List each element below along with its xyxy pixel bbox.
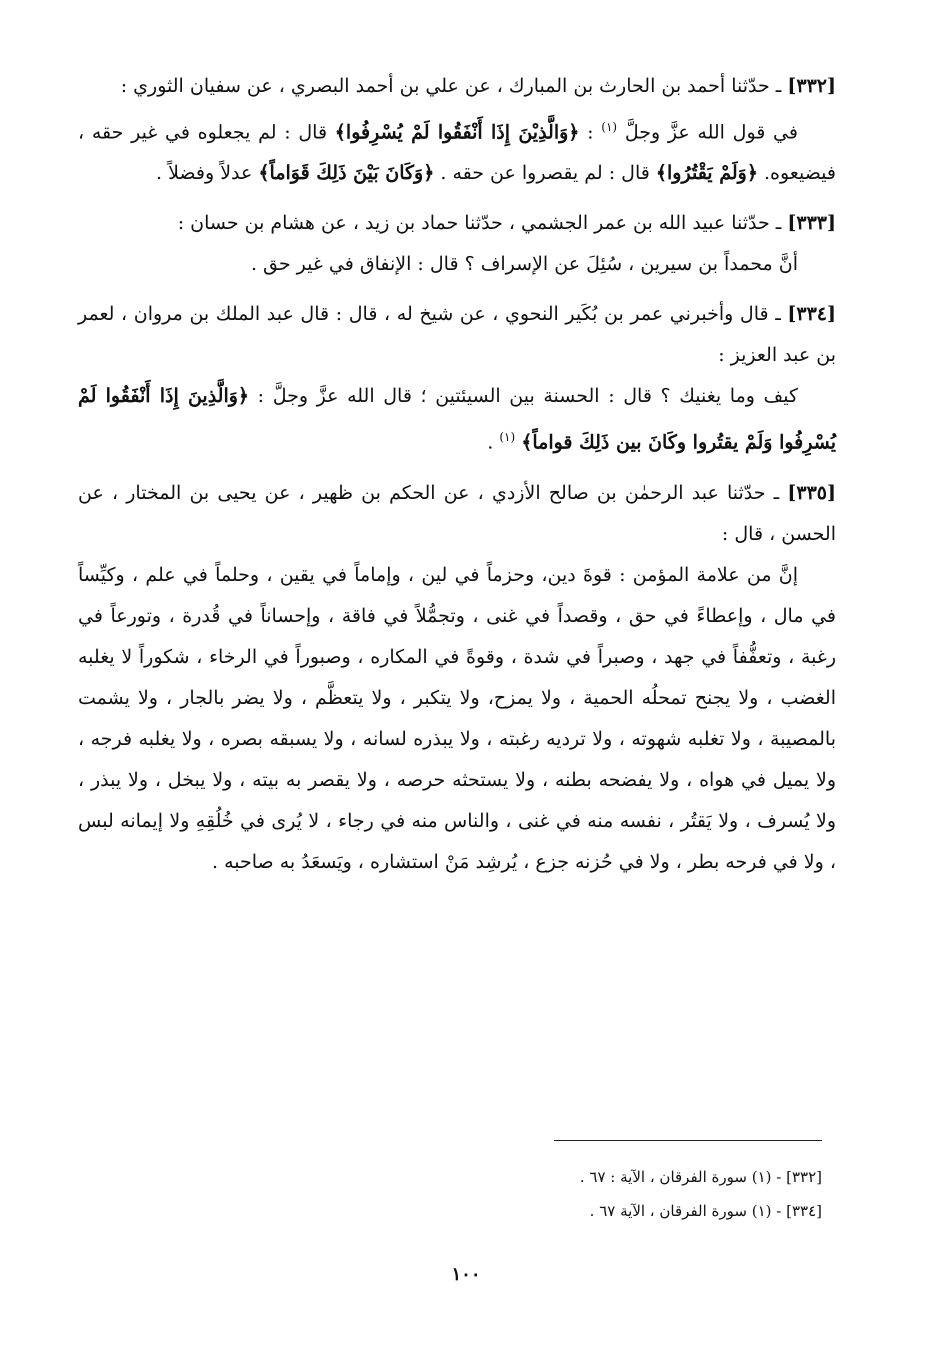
entry-332	[78, 66, 836, 194]
hadith-text	[78, 107, 836, 194]
page-number: ١٠٠	[451, 1264, 481, 1285]
footnotes	[180, 1160, 822, 1228]
hadith-text: إنَّ من علامة المؤمن : قوةَ دين، وحزماً في لين ، وإماماً في يقين ، وحلماً في علم ، وكيِّساً في مال ، وإعطاءً في حق ، وقصداً في غنى ، وتجمُّلاً في فاقة ، وإحساناً في قُدرة ، وتورعاً في رغبة ، وتعفُّفاً في جهد ، وصبراً في شدة ، وقوةً في المكاره ، وصبوراً في الرخاء ، شكوراً لا يغلبه الغضب ، ولا يجنح تمحلُه الحمية ، ولا يمزح، ولا يتكبر ، ولا يتعظَّم ، ولا يضر بالجار ، ولا يشمت بالمصيبة ، ولا تغلبه شهوته ، ولا ترديه رغبته ، ولا يبذره لسانه ، ولا يسبقه بصره ، ولا يغلبه فرجه ، ولا يميل في هواه ، ولا يفضحه بطنه ، ولا يستحثه حرصه ، ولا يقصر به بيته ، ولا يبخل ، ولا يبذر ، ولا يُسرف ، ولا يَقتُر ، نفسه منه في غنى ، والناس منه في رجاء ، لا يُرى في خُلُقِهِ ولا إيمانه لبس ، ولا في فرحه بطر ، ولا في حُزنه جزع ، يُرشِد مَنْ استشاره ، ويَسعَدُ به صاحبه .	[78, 563, 836, 873]
hadith-number: [٣٣٥]	[787, 481, 836, 504]
hadith-number: [٣٣٣]	[787, 212, 836, 235]
footnote: [٣٣٤] - (١) سورة الفرقان ، الآية ٦٧ .	[589, 1202, 822, 1220]
entry-333	[78, 203, 836, 285]
hadith-number: [٣٣٢]	[787, 75, 836, 97]
text-segment: .	[487, 431, 500, 454]
quran-verse: ﴿وَالَّذِيْنَ إِذَا أَنْفَقُوا لَمْ يُسْرِفُوا﴾	[334, 121, 580, 144]
quran-verse: ﴿وَكَانَ بَيْنَ ذَلِكَ قَوَاماً﴾	[258, 162, 435, 185]
narration-chain	[78, 473, 836, 555]
narration-chain	[78, 294, 836, 376]
hadith-text	[78, 376, 836, 463]
text-segment: كيف وما يغنيك ؟ قال : الحسنة بين السيئتين ؛ قال الله عزَّ وجلَّ :	[249, 385, 799, 408]
footnote-ref: (١)	[601, 120, 618, 134]
entry-334	[78, 294, 836, 463]
footnote-divider	[554, 1140, 822, 1141]
text-segment: في قول الله عزَّ وجلَّ	[624, 121, 798, 144]
text-segment: قال : لم يجعلوه في غير حقه ، فيضيعوه.	[78, 121, 836, 185]
narration-chain	[78, 66, 836, 107]
narration-chain	[78, 203, 836, 244]
quran-verse: ﴿وَلَمْ يَقْتُرُوا﴾	[655, 162, 758, 185]
narration-text: ـ قال وأخبرني عمر بن بُكَير النحوي ، عن شيخ له ، قال : قال عبد الملك بن مروان ، لعمر بن عبد العزيز :	[78, 303, 836, 367]
text-segment: قال : لم يقصروا عن حقه .	[434, 162, 656, 185]
quran-verse: ﴿وَالَّذِينَ إِذَا أَنْفَقُوا لَمْ يُسْرِفُوا وَلَمْ يقتُروا وكَانَ بين ذَلِكَ قواماً﴾	[78, 385, 836, 454]
footnote-ref: (١)	[499, 430, 516, 445]
narration-text: ـ حدّثنا أحمد بن الحارث بن المبارك ، عن علي بن أحمد البصري ، عن سفيان الثوري :	[120, 75, 788, 97]
hadith-number: [٣٣٤]	[787, 303, 836, 326]
narration-text: ـ حدّثنا عبد الرحمٰن بن صالح الأزدي ، عن الحكم بن ظهير ، عن يحيى بن المختار ، عن الحسن ، قال :	[78, 481, 836, 545]
hadith-text: أنَّ محمداً بن سيرين ، سُئِلَ عن الإسراف ؟ قال : الإنفاق في غير حق .	[250, 253, 798, 276]
text-segment: :	[579, 121, 602, 144]
footnote: [٣٣٢] - (١) سورة الفرقان ، الآية : ٦٧ .	[579, 1168, 822, 1186]
entry-335	[78, 473, 836, 883]
narration-text: ـ حدّثنا عبيد الله بن عمر الجشمي ، حدّثنا حماد بن زيد ، عن هشام بن حسان :	[177, 212, 788, 235]
text-segment: عدلاً وفضلاً .	[156, 162, 259, 185]
